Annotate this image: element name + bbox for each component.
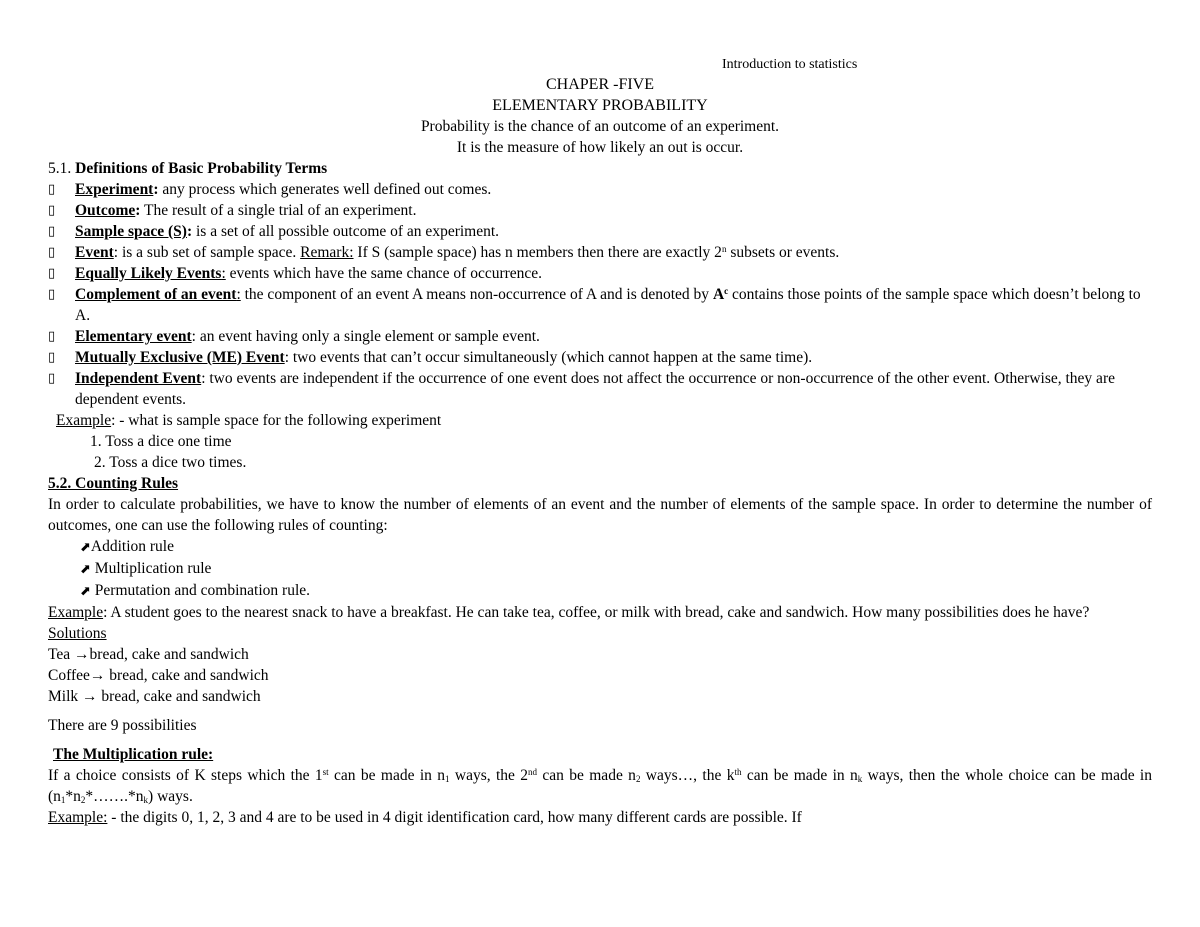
solution-row: Tea →bread, cake and sandwich [48,646,249,663]
definition-item: ▯ Event: is a sub set of sample space. Remark: If S (sample space) has n members then there are exactly 2$^n$ subsets or events. [48,244,840,261]
example-2: Example: A student goes to the nearest snack to have a breakfast. He can take tea, coffee, or milk with bread, cake and sandwich. How many possibilities does he have? [48,604,1090,621]
definition-item: ▯ Experiment: any process which generates well defined out comes. [48,181,492,198]
example-label: Example [48,604,104,621]
remark-label: Remark: [300,244,354,261]
arrow-icon: → [82,688,98,705]
section-5-1-title: Definitions of Basic Probability Terms [75,160,328,177]
rule-item: ⬈Addition rule [80,538,174,555]
example-1-item: 1. Toss a dice one time [90,433,232,450]
example-3: Example: - the digits 0, 1, 2, 3 and 4 are to be used in 4 digit identification card, how many different cards are possible. If [48,809,802,826]
bullet-icon: ▯ [48,224,56,239]
chapter-intro-1: Probability is the chance of an outcome of an experiment. [420,118,780,135]
term: Elementary event [75,328,192,345]
arrow-icon: → [89,667,106,684]
bullet-icon: ▯ [48,287,56,302]
term: Equally Likely Events [75,265,222,282]
conclusion: There are 9 possibilities [48,717,197,734]
counting-rules-paragraph: In order to calculate probabilities, we have to know the number of elements of an event and the number of elements of the sample space. In order to determine the number of outcomes, one can use the following rules of counting: [48,496,1152,534]
term: Mutually Exclusive (ME) Event [75,349,285,366]
bullet-icon: ▯ [48,266,56,281]
chapter-intro-2: It is the measure of how likely an out is occur. [456,139,744,156]
solution-row: Milk → bread, cake and sandwich [48,688,261,705]
term: Independent Event [75,370,202,387]
bullet-icon: ▯ [48,371,56,386]
arrow-icon: → [74,646,90,663]
bullet-icon: ▯ [48,182,56,197]
pointing-hand-icon: ⬈ [80,540,91,555]
bullet-icon: ▯ [48,350,56,365]
definition-item: ▯ Equally Likely Events: events which have the same chance of occurrence. [48,265,543,282]
bullet-icon: ▯ [48,329,56,344]
chapter-subtitle: ELEMENTARY PROBABILITY [492,97,708,114]
rule-item: ⬈ Multiplication rule [80,560,212,577]
section-5-2-title: 5.2. Counting Rules [48,475,179,492]
running-header: Introduction to statistics [722,57,858,72]
solutions-label: Solutions [48,625,107,642]
document-page [48,54,1152,828]
chapter-title: CHAPER -FIVE [545,76,654,93]
example-1: Example: - what is sample space for the following experiment [56,412,442,429]
section-5-1-heading: 5.1. Definitions of Basic Probability Terms [48,160,328,177]
term: Sample space (S) [75,223,187,240]
definition-item: ▯ Mutually Exclusive (ME) Event: two events that can’t occur simultaneously (which cannot happen at the same time). [48,349,813,366]
definition-item: ▯ Independent Event: two events are independent if the occurrence of one event does not affect the occurrence or non-occurrence of the other event. Otherwise, they are dependent events. [48,370,1115,408]
term: Event [75,244,114,261]
term: Experiment [75,181,154,198]
definition-item: ▯ Outcome: The result of a single trial of an experiment. [48,202,417,219]
rule-item: ⬈ Permutation and combination rule. [80,582,311,599]
definition-item: ▯ Elementary event: an event having only a single element or sample event. [48,328,540,345]
bullet-icon: ▯ [48,245,56,260]
bullet-icon: ▯ [48,203,56,218]
pointing-hand-icon: ⬈ [80,562,91,577]
multiplication-rule-title: The Multiplication rule: [53,746,214,763]
multiplication-rule-paragraph: If a choice consists of K steps which the 1st can be made in $n_1$ ways, the 2nd can be made $n_2$ ways…, the $k^{th}$ can be made in $n_k$ ways, then the whole choice can be made in $(n_1*n_2*\dots\dots.*n_k)$ ways. [48,767,1152,805]
pointing-hand-icon: ⬈ [80,584,91,599]
solution-row: Coffee→ bread, cake and sandwich [48,667,269,684]
complement-symbol: A [712,286,725,303]
definition-item: ▯ Complement of an event: the component of an event A means non-occurrence of A and is denoted by $A^c$ contains those points of the sample space which doesn’t belong to A. [48,286,1141,324]
example-label: Example: [48,809,108,826]
example-label: Example [56,412,112,429]
example-1-item: 2. Toss a dice two times. [94,454,247,471]
definition-item: ▯ Sample space (S): is a set of all possible outcome of an experiment. [48,223,500,240]
definitions-list [48,179,1152,410]
term: Outcome [75,202,136,219]
term: Complement of an event [75,286,237,303]
